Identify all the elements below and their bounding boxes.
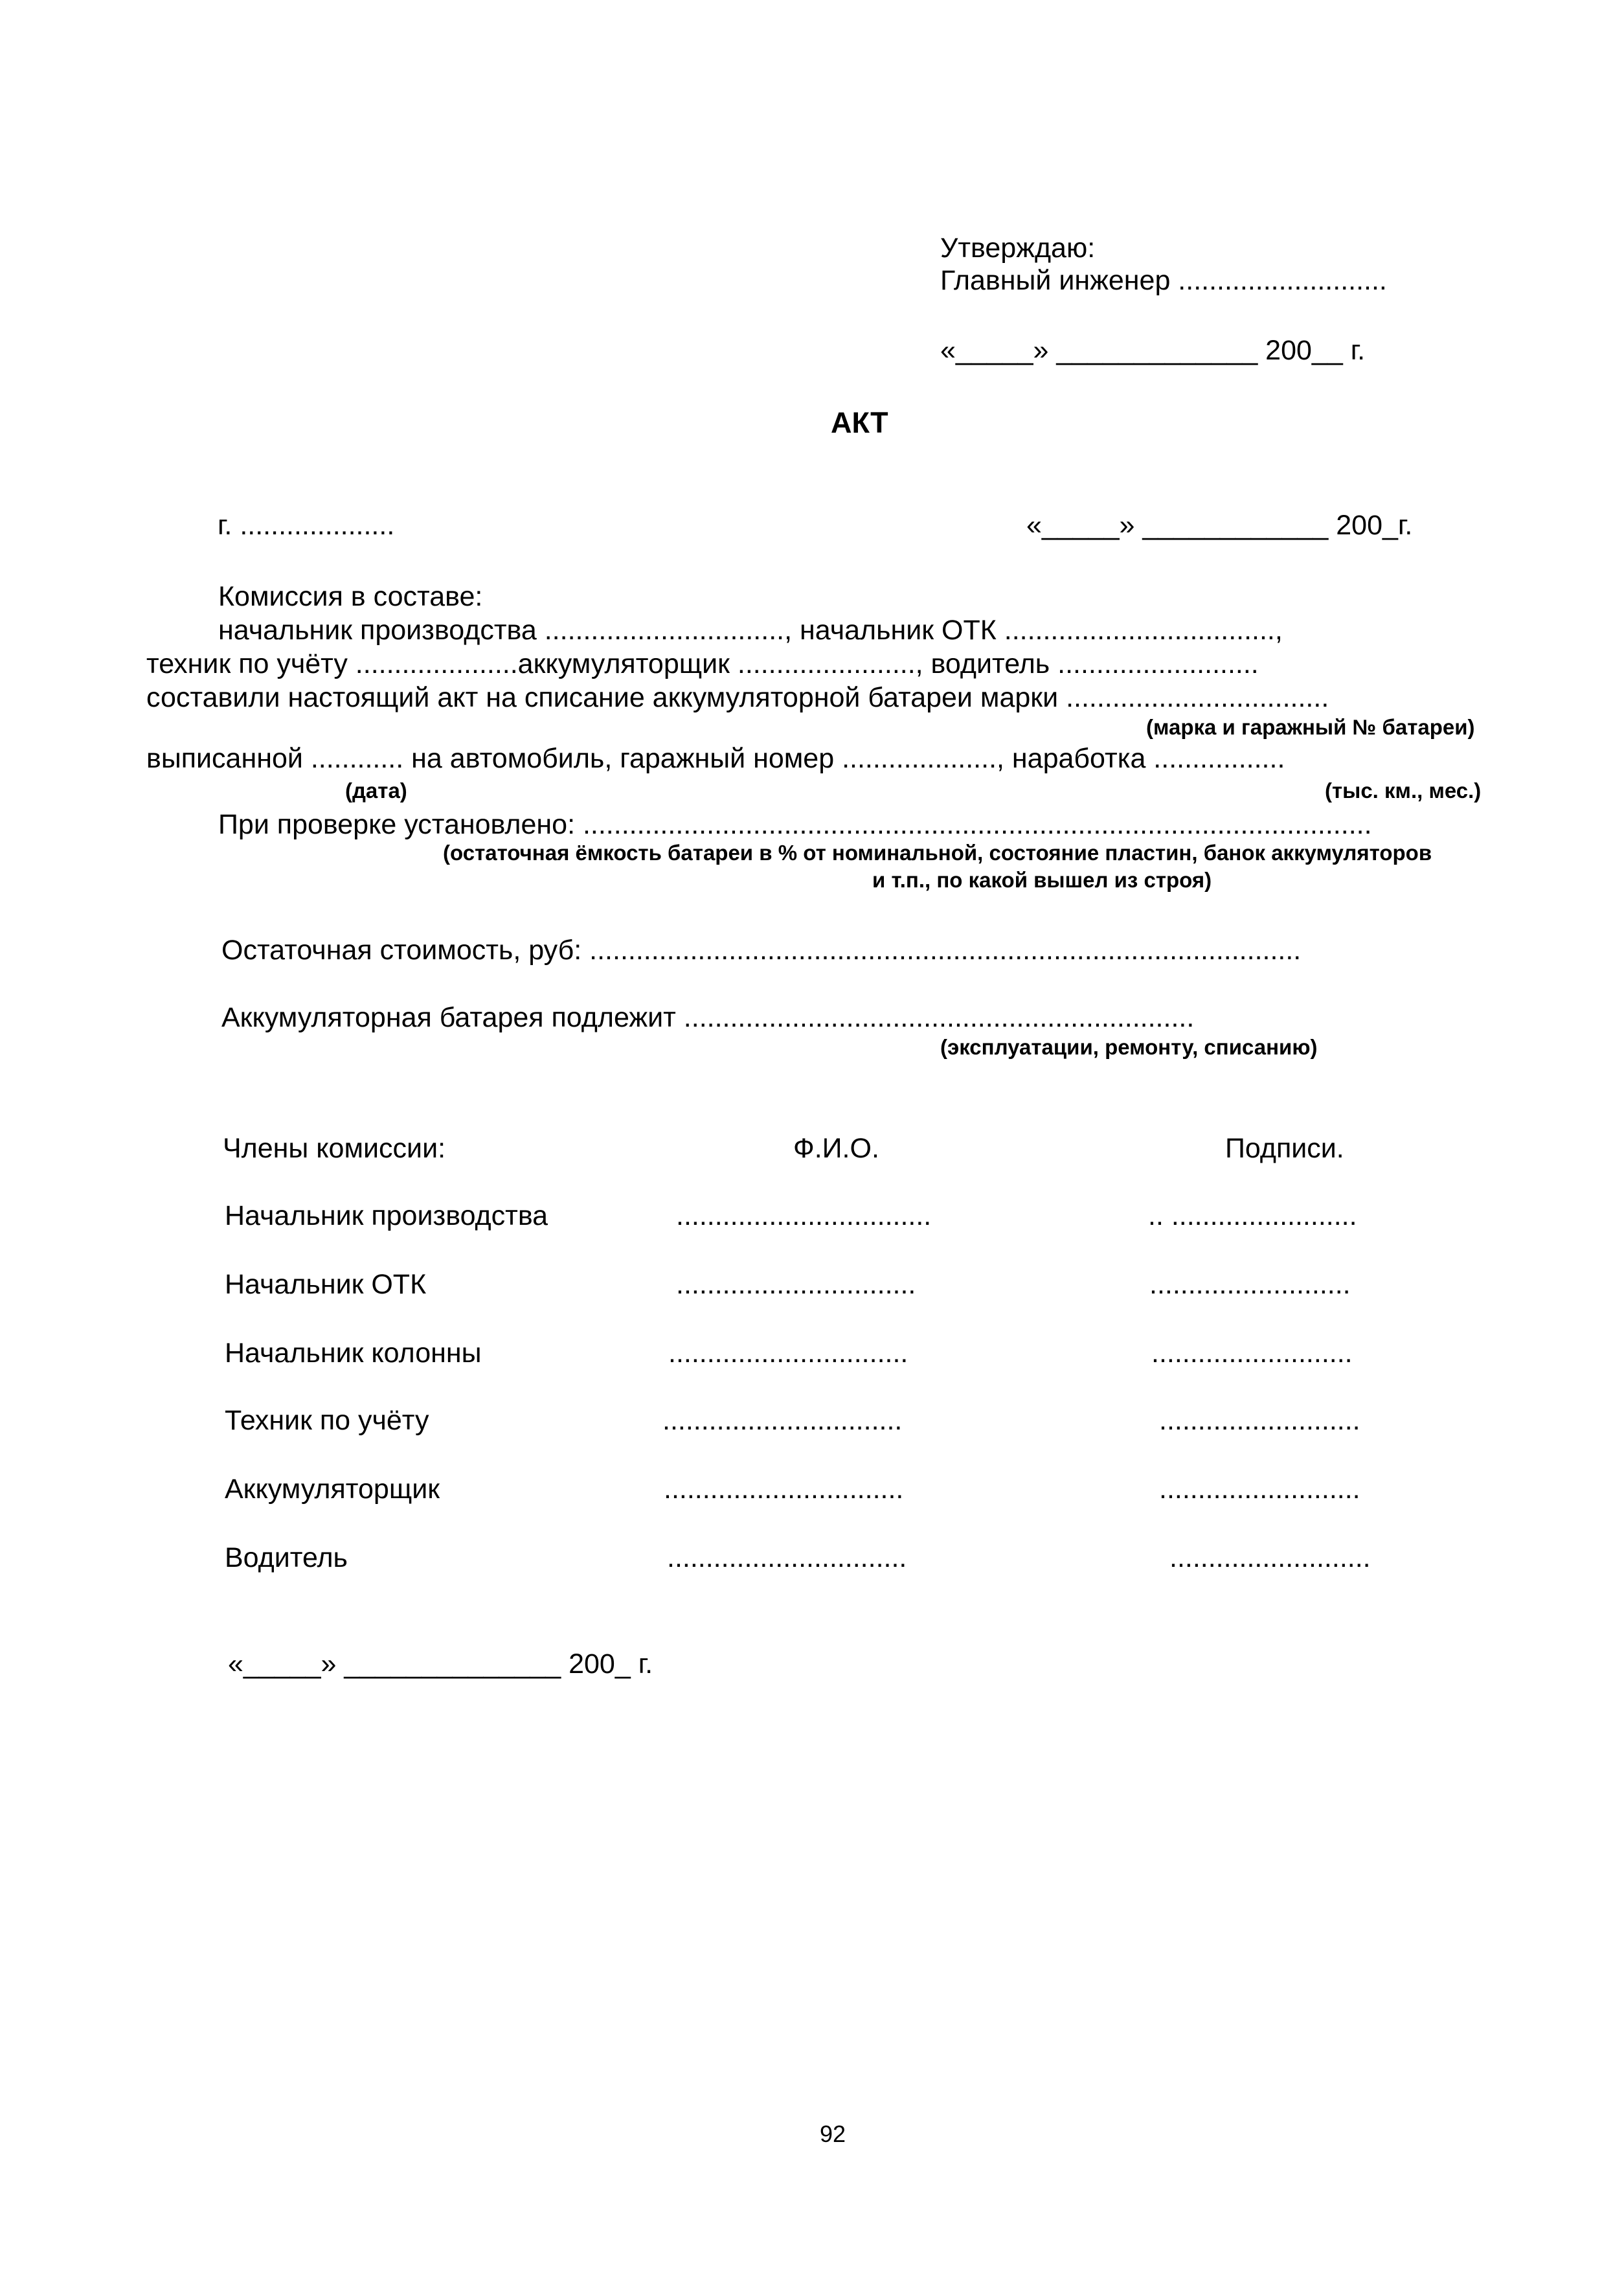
body-line-5-note-1: (остаточная ёмкость батареи в % от номинальной, состояние пластин, банок аккумуляторов bbox=[443, 841, 1432, 865]
page-number: 92 bbox=[820, 2121, 846, 2147]
member-sign-line: .. ........................ bbox=[1148, 1200, 1357, 1231]
member-role: Начальник производства bbox=[225, 1200, 548, 1231]
body-line-4-note-date: (дата) bbox=[345, 779, 407, 803]
residual-value: Остаточная стоимость, руб: ............................................................................................ bbox=[221, 935, 1302, 966]
document-title: АКТ bbox=[831, 406, 888, 439]
member-sign-line: .......................... bbox=[1169, 1542, 1371, 1573]
place-city: г. .................... bbox=[218, 510, 395, 541]
members-header: Члены комиссии: bbox=[223, 1133, 446, 1164]
member-role: Водитель bbox=[225, 1542, 348, 1573]
body-line-4-note-mileage: (тыс. км., мес.) bbox=[1325, 779, 1482, 803]
member-sign-line: .......................... bbox=[1151, 1338, 1353, 1369]
member-name-line: ............................... bbox=[664, 1474, 904, 1505]
member-role: Аккумуляторщик bbox=[225, 1474, 440, 1505]
member-sign-line: .......................... bbox=[1159, 1405, 1360, 1436]
body-line-1: начальник производства ..............................., начальник ОТК ..................................., bbox=[218, 615, 1283, 646]
name-header: Ф.И.О. bbox=[793, 1133, 879, 1164]
member-name-line: ............................... bbox=[676, 1269, 916, 1300]
member-role: Начальник ОТК bbox=[225, 1269, 427, 1300]
body-line-5-note-2: и т.п., по какой вышел из строя) bbox=[872, 868, 1212, 892]
member-role: Начальник колонны bbox=[225, 1338, 482, 1369]
body-line-3-note: (марка и гаражный № батареи) bbox=[1146, 715, 1475, 739]
body-line-4: выписанной ............ на автомобиль, гаражный номер ...................., наработка ................. bbox=[146, 743, 1285, 774]
footer-date: «_____» ______________ 200_ г. bbox=[228, 1648, 653, 1680]
member-name-line: ............................... bbox=[668, 1338, 908, 1369]
signature-header: Подписи. bbox=[1225, 1133, 1344, 1164]
battery-subject: Аккумуляторная батарея подлежит .................................................................. bbox=[221, 1002, 1195, 1033]
approval-date: «_____» _____________ 200__ г. bbox=[940, 335, 1366, 366]
member-name-line: ............................... bbox=[662, 1405, 903, 1436]
member-name-line: ................................. bbox=[676, 1200, 932, 1231]
approval-chief-engineer: Главный инженер ........................... bbox=[940, 265, 1387, 296]
member-sign-line: .......................... bbox=[1149, 1269, 1351, 1300]
member-name-line: ............................... bbox=[667, 1542, 907, 1573]
place-date: «_____» ____________ 200_г. bbox=[1026, 510, 1413, 541]
body-line-2: техник по учёту .....................аккумуляторщик ......................., водитель .......................... bbox=[146, 648, 1259, 679]
body-line-5: При проверке установлено: ...................................................................................................... bbox=[218, 809, 1372, 840]
battery-subject-note: (эксплуатации, ремонту, списанию) bbox=[940, 1035, 1318, 1059]
member-sign-line: .......................... bbox=[1159, 1474, 1360, 1505]
commission-intro: Комиссия в составе: bbox=[218, 581, 483, 612]
approval-label: Утверждаю: bbox=[940, 233, 1096, 264]
member-role: Техник по учёту bbox=[225, 1405, 429, 1436]
body-line-3: составили настоящий акт на списание аккумуляторной батареи марки .................................. bbox=[146, 682, 1329, 713]
